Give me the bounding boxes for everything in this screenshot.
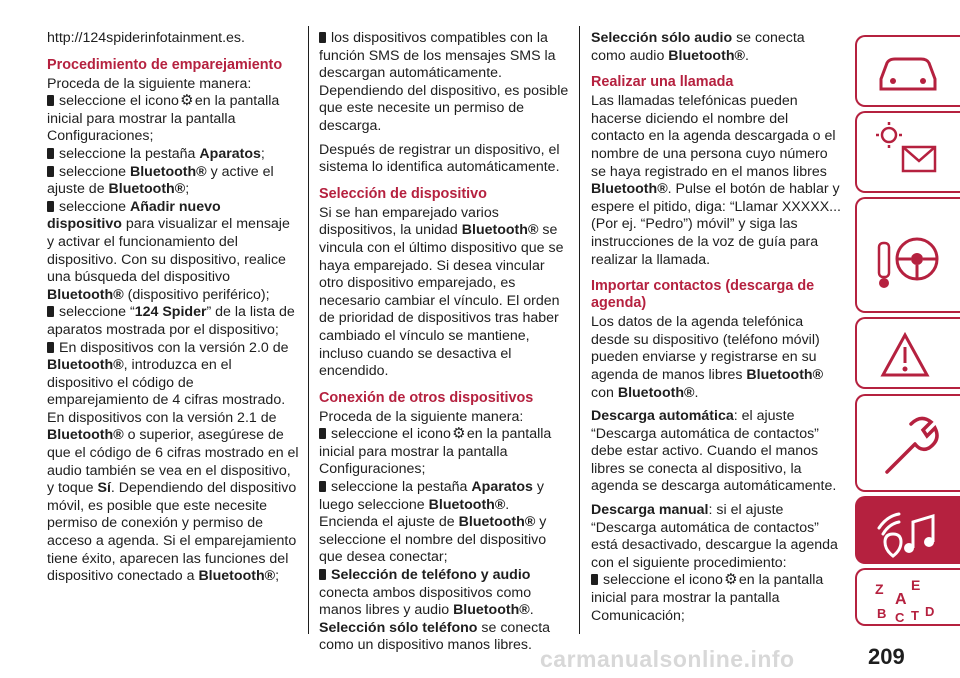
column-divider [579,26,580,634]
svg-text:A: A [895,591,907,608]
bullet-item: seleccione el icono⚙en la pantalla inicial para mostrar la pantalla Configuraciones; [319,425,552,478]
bullet-square-icon [319,569,326,580]
gear-icon: ⚙ [724,571,738,589]
svg-text:E: E [911,577,921,593]
wrench-icon [873,402,943,486]
svg-text:B: B [877,606,887,621]
bullet-square-icon [47,342,54,353]
multimedia-icon [873,504,943,560]
svg-text:Z: Z [875,581,884,597]
heading-other-devices: Conexión de otros dispositivos [319,389,534,406]
bullet-item: Selección de teléfono y audio conecta ambos dispositivos como manos libres y audio Bluetooth®. Selección sólo teléfono se conecta como un dispositivo manos libres. [319,567,551,654]
gear-icon: ⚙ [452,425,466,443]
paragraph: Descarga manual: si el ajuste “Descarga automática de contactos” está desactivado, descargue la agenda con el siguiente procedimiento: [591,502,838,571]
bullet-square-icon [319,481,326,492]
paragraph: Las llamadas telefónicas pueden hacerse diciendo el nombre del contacto en la agenda descargada o el nombre de una persona cuyo número se haya registrado en el manos libres Bluetooth®. Pulse el botón de hablar y espere el pitido, diga: “Llamar XXXXX... (Por ej. “Pedro”) móvil” y siga las instrucciones de la voz de guía para realizar la llamada. [591,93,841,268]
bullet-square-icon [47,201,54,212]
bullet-square-icon [47,166,54,177]
paragraph: Descarga automática: el ajuste “Descarga automática de contactos” debe estar activo. Cuando el manos libres se conecta al dispositivo, la agenda se descarga automáticamente. [591,408,837,495]
tab-multimedia[interactable] [855,496,960,564]
bullet-item: seleccione Bluetooth® y active el ajuste de Bluetooth®; [47,163,274,198]
heading-make-call: Realizar una llamada [591,74,734,91]
bullet-square-icon [319,32,326,43]
svg-text:T: T [911,608,919,623]
svg-text:D: D [925,604,935,619]
bullet-item: seleccione la pestaña Aparatos; [47,146,299,164]
bullet-item: seleccione Añadir nuevo dispositivo para visualizar el mensaje y activar el funcionamiento del dispositivo. Con su dispositivo, realice una búsqueda del dispositivo Bluetooth® (dispositivo periférico); [47,198,290,303]
tab-emergency[interactable] [855,317,960,389]
svg-text:C: C [895,610,905,625]
heading-import-contacts: Importar contactos (descarga de agenda) [591,278,815,312]
car-icon [873,43,943,99]
tab-car[interactable] [855,35,960,107]
url-text: http://124spiderinfotainment.es. [47,30,245,46]
key-steering-icon [873,205,943,305]
paragraph: Los datos de la agenda telefónica desde su dispositivo (teléfono móvil) pueden enviarse y registrarse en su agenda de manos libres Bluetooth® con Bluetooth®. [591,314,824,401]
paragraph: Después de registrar un dispositivo, el sistema lo identifica automáticamente. [319,141,560,176]
bullet-item: seleccione “124 Spider” de la lista de aparatos mostrada por el dispositivo; [47,304,295,338]
tab-warning-lights[interactable] [855,111,960,193]
column-1 [47,30,299,586]
column-2 [319,30,571,655]
warning-triangle-icon [873,325,943,385]
heading-device-selection: Selección de dispositivo [319,185,487,202]
tab-maintenance[interactable] [855,394,960,492]
column-3 [591,30,843,625]
bullet-square-icon [319,428,326,439]
index-letters-icon [873,576,943,626]
watermark: carmanualsonline.info [540,646,795,672]
bullet-item: seleccione el icono⚙en la pantalla inicial para mostrar la pantalla Configuraciones; [47,92,280,145]
bullet-item: seleccione la pestaña Aparatos y luego seleccione Bluetooth®. Encienda el ajuste de Bluetooth® y seleccione el nombre del dispositivo que desea conectar; [319,479,547,566]
bullet-item: los dispositivos compatibles con la función SMS de los mensajes SMS la descargan automáticamente. Dependiendo del dispositivo, es posible que este necesite un permiso de descarga. [319,30,569,134]
tab-key-steering[interactable] [855,197,960,313]
heading-pairing: Procedimiento de emparejamiento [47,56,283,73]
gear-icon: ⚙ [180,92,194,110]
paragraph: Proceda de la siguiente manera: [47,75,252,92]
bullet-square-icon [47,148,54,159]
bullet-square-icon [591,574,598,585]
tab-index[interactable] [855,568,960,626]
paragraph: Proceda de la siguiente manera: [319,408,524,425]
bullet-square-icon [47,95,54,106]
bullet-square-icon [47,306,54,317]
bullet-item: En dispositivos con la versión 2.0 de Bluetooth®, introduzca en el dispositivo el código de emparejamiento de 4 cifras mostrado. En dispositivos con la versión 2.1 de Bluetooth® o superior, asegúrese de que el código de 6 cifras mostrado en el audio también se vea en el dispositivo, y toque Sí. Dependiendo del dispositivo móvil, es posible que este necesite permiso de conexión y permiso de acceso a agenda. Si el emparejamiento tiene éxito, aparecen las funciones del dispositivo conectado a Bluetooth®; [47,339,299,585]
bullet-item: seleccione el icono⚙en la pantalla inicial para mostrar la pantalla Comunicación; [591,571,824,624]
warning-lights-icon [873,119,943,185]
column-divider [308,26,309,634]
paragraph: Si se han emparejado varios dispositivos, la unidad Bluetooth® se vincula con el último dispositivo que se haya emparejado. Si desea vincular otro dispositivo emparejado, es necesario cambiar el vínculo. El orden de prioridad de dispositivos tras haber cambiado el vínculo se mantiene, incluso cuando se desactiva el encendido. [319,204,564,380]
paragraph: Selección sólo audio se conecta como audio Bluetooth®. [591,30,805,64]
page-number: 209 [868,644,905,669]
